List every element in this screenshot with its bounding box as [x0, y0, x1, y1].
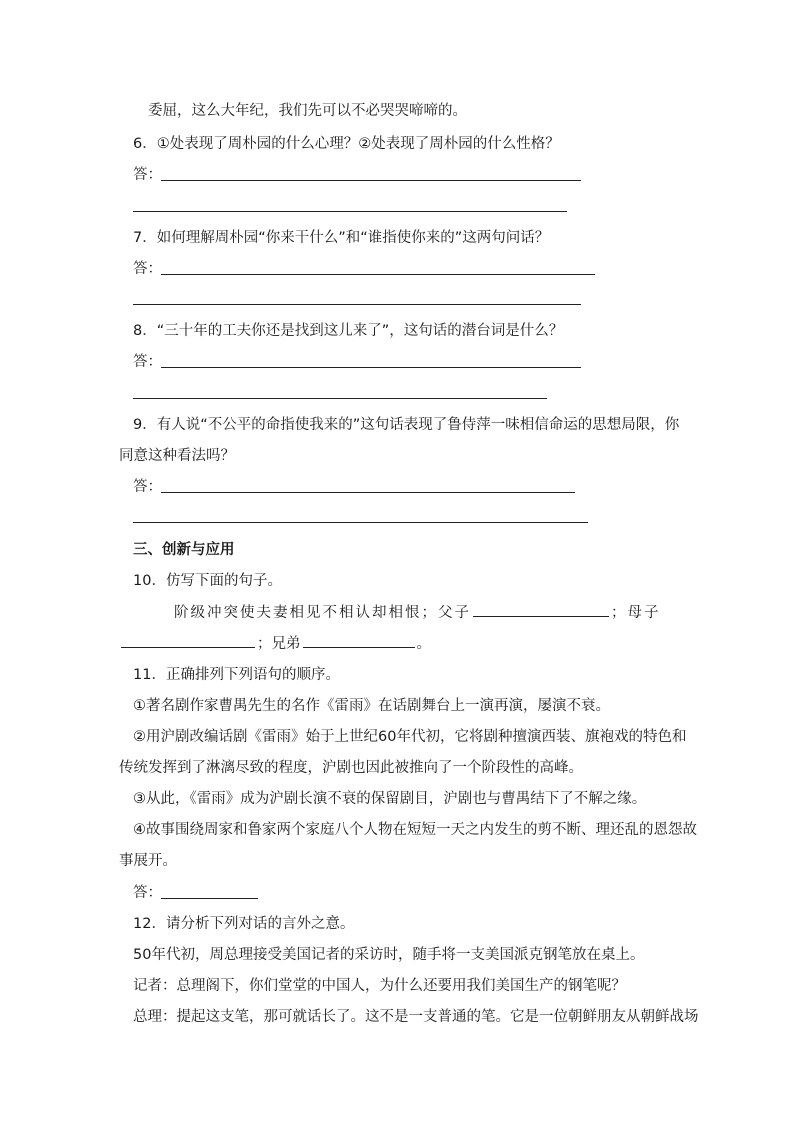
- q11-sentence-4a: ④故事围绕周家和鲁家两个家庭八个人物在短短一天之内发生的剪不断、理还乱的恩怨故: [133, 822, 697, 838]
- question-7: 7．如何理解周朴园“你来干什么”和“谁指使你来的”这两句问话？: [133, 230, 550, 246]
- answer-label-11: 答：: [133, 885, 162, 901]
- q12-line-3: 总理：提起这支笔，那可就话长了。这不是一支普通的笔。它是一位朝鲜朋友从朝鲜战场: [133, 1009, 699, 1025]
- question-11: 11．正确排列下列语句的顺序。: [133, 667, 340, 683]
- question-12: 12．请分析下列对话的言外之意。: [133, 916, 355, 932]
- sentence-text: 阶级冲突使夫妻相见不相认却相恨；父子: [174, 605, 471, 621]
- blank-father-son[interactable]: [473, 602, 609, 617]
- answer-line-7a[interactable]: [161, 274, 595, 275]
- sentence-end: 。: [416, 636, 431, 652]
- q11-sentence-1: ①著名剧作家曹禺先生的名作《雷雨》在话剧舞台上一演再演，屡演不衰。: [133, 698, 610, 714]
- answer-line-7b[interactable]: [133, 304, 581, 305]
- q11-sentence-2b: 传统发挥到了淋漓尽致的程度，沪剧也因此被推向了一个阶段性的高峰。: [119, 760, 583, 776]
- answer-line-11[interactable]: [161, 898, 258, 899]
- answer-line-6a[interactable]: [161, 180, 581, 181]
- answer-label-8: 答：: [133, 354, 162, 370]
- q11-sentence-2a: ②用沪剧改编话剧《雷雨》始于上世纪60年代初，它将剧种擅演西装、旗袍戏的特色和: [133, 729, 687, 745]
- answer-label-9: 答：: [133, 479, 162, 495]
- answer-label-6: 答：: [133, 167, 162, 183]
- q12-line-1: 50年代初，周总理接受美国记者的采访时，随手将一支美国派克钢笔放在桌上。: [133, 947, 645, 963]
- sep-brothers: ；兄弟: [257, 636, 301, 652]
- q11-sentence-4b: 事展开。: [119, 853, 177, 869]
- q11-sentence-3: ③从此，《雷雨》成为沪剧长演不衰的保留剧目，沪剧也与曹禺结下了不解之缘。: [133, 791, 647, 807]
- q12-line-2: 记者：总理阁下，你们堂堂的中国人，为什么还要用我们美国生产的钢笔呢？: [133, 978, 626, 994]
- sep-mother-son: ；母子: [611, 605, 661, 621]
- section-heading: 三、创新与应用: [133, 542, 235, 558]
- question-8: 8．“三十年的工夫你还是找到这儿来了”，这句话的潜台词是什么？: [133, 323, 564, 339]
- answer-line-6b[interactable]: [133, 211, 567, 212]
- answer-line-9a[interactable]: [161, 492, 575, 493]
- question-9-line1: 9．有人说“不公平的命指使我来的”这句话表现了鲁侍萍一味相信命运的思想局限，你: [133, 417, 680, 433]
- blank-mother-son[interactable]: [121, 633, 255, 648]
- question-10: 10．仿写下面的句子。: [133, 573, 282, 589]
- question-9-line2: 同意这种看法吗？: [119, 448, 235, 464]
- answer-label-7: 答：: [133, 261, 162, 277]
- question-10-line2: [119, 633, 431, 654]
- question-10-sentence: [174, 602, 661, 623]
- answer-line-8a[interactable]: [161, 367, 581, 368]
- question-6: 6．①处表现了周朴园的什么心理？②处表现了周朴园的什么性格？: [133, 136, 560, 152]
- continuation-line: 委屈，这么大年纪，我们先可以不必哭哭啼啼的。: [148, 103, 467, 119]
- blank-brothers[interactable]: [303, 633, 415, 648]
- answer-line-8b[interactable]: [133, 398, 547, 399]
- answer-line-9b[interactable]: [133, 522, 588, 523]
